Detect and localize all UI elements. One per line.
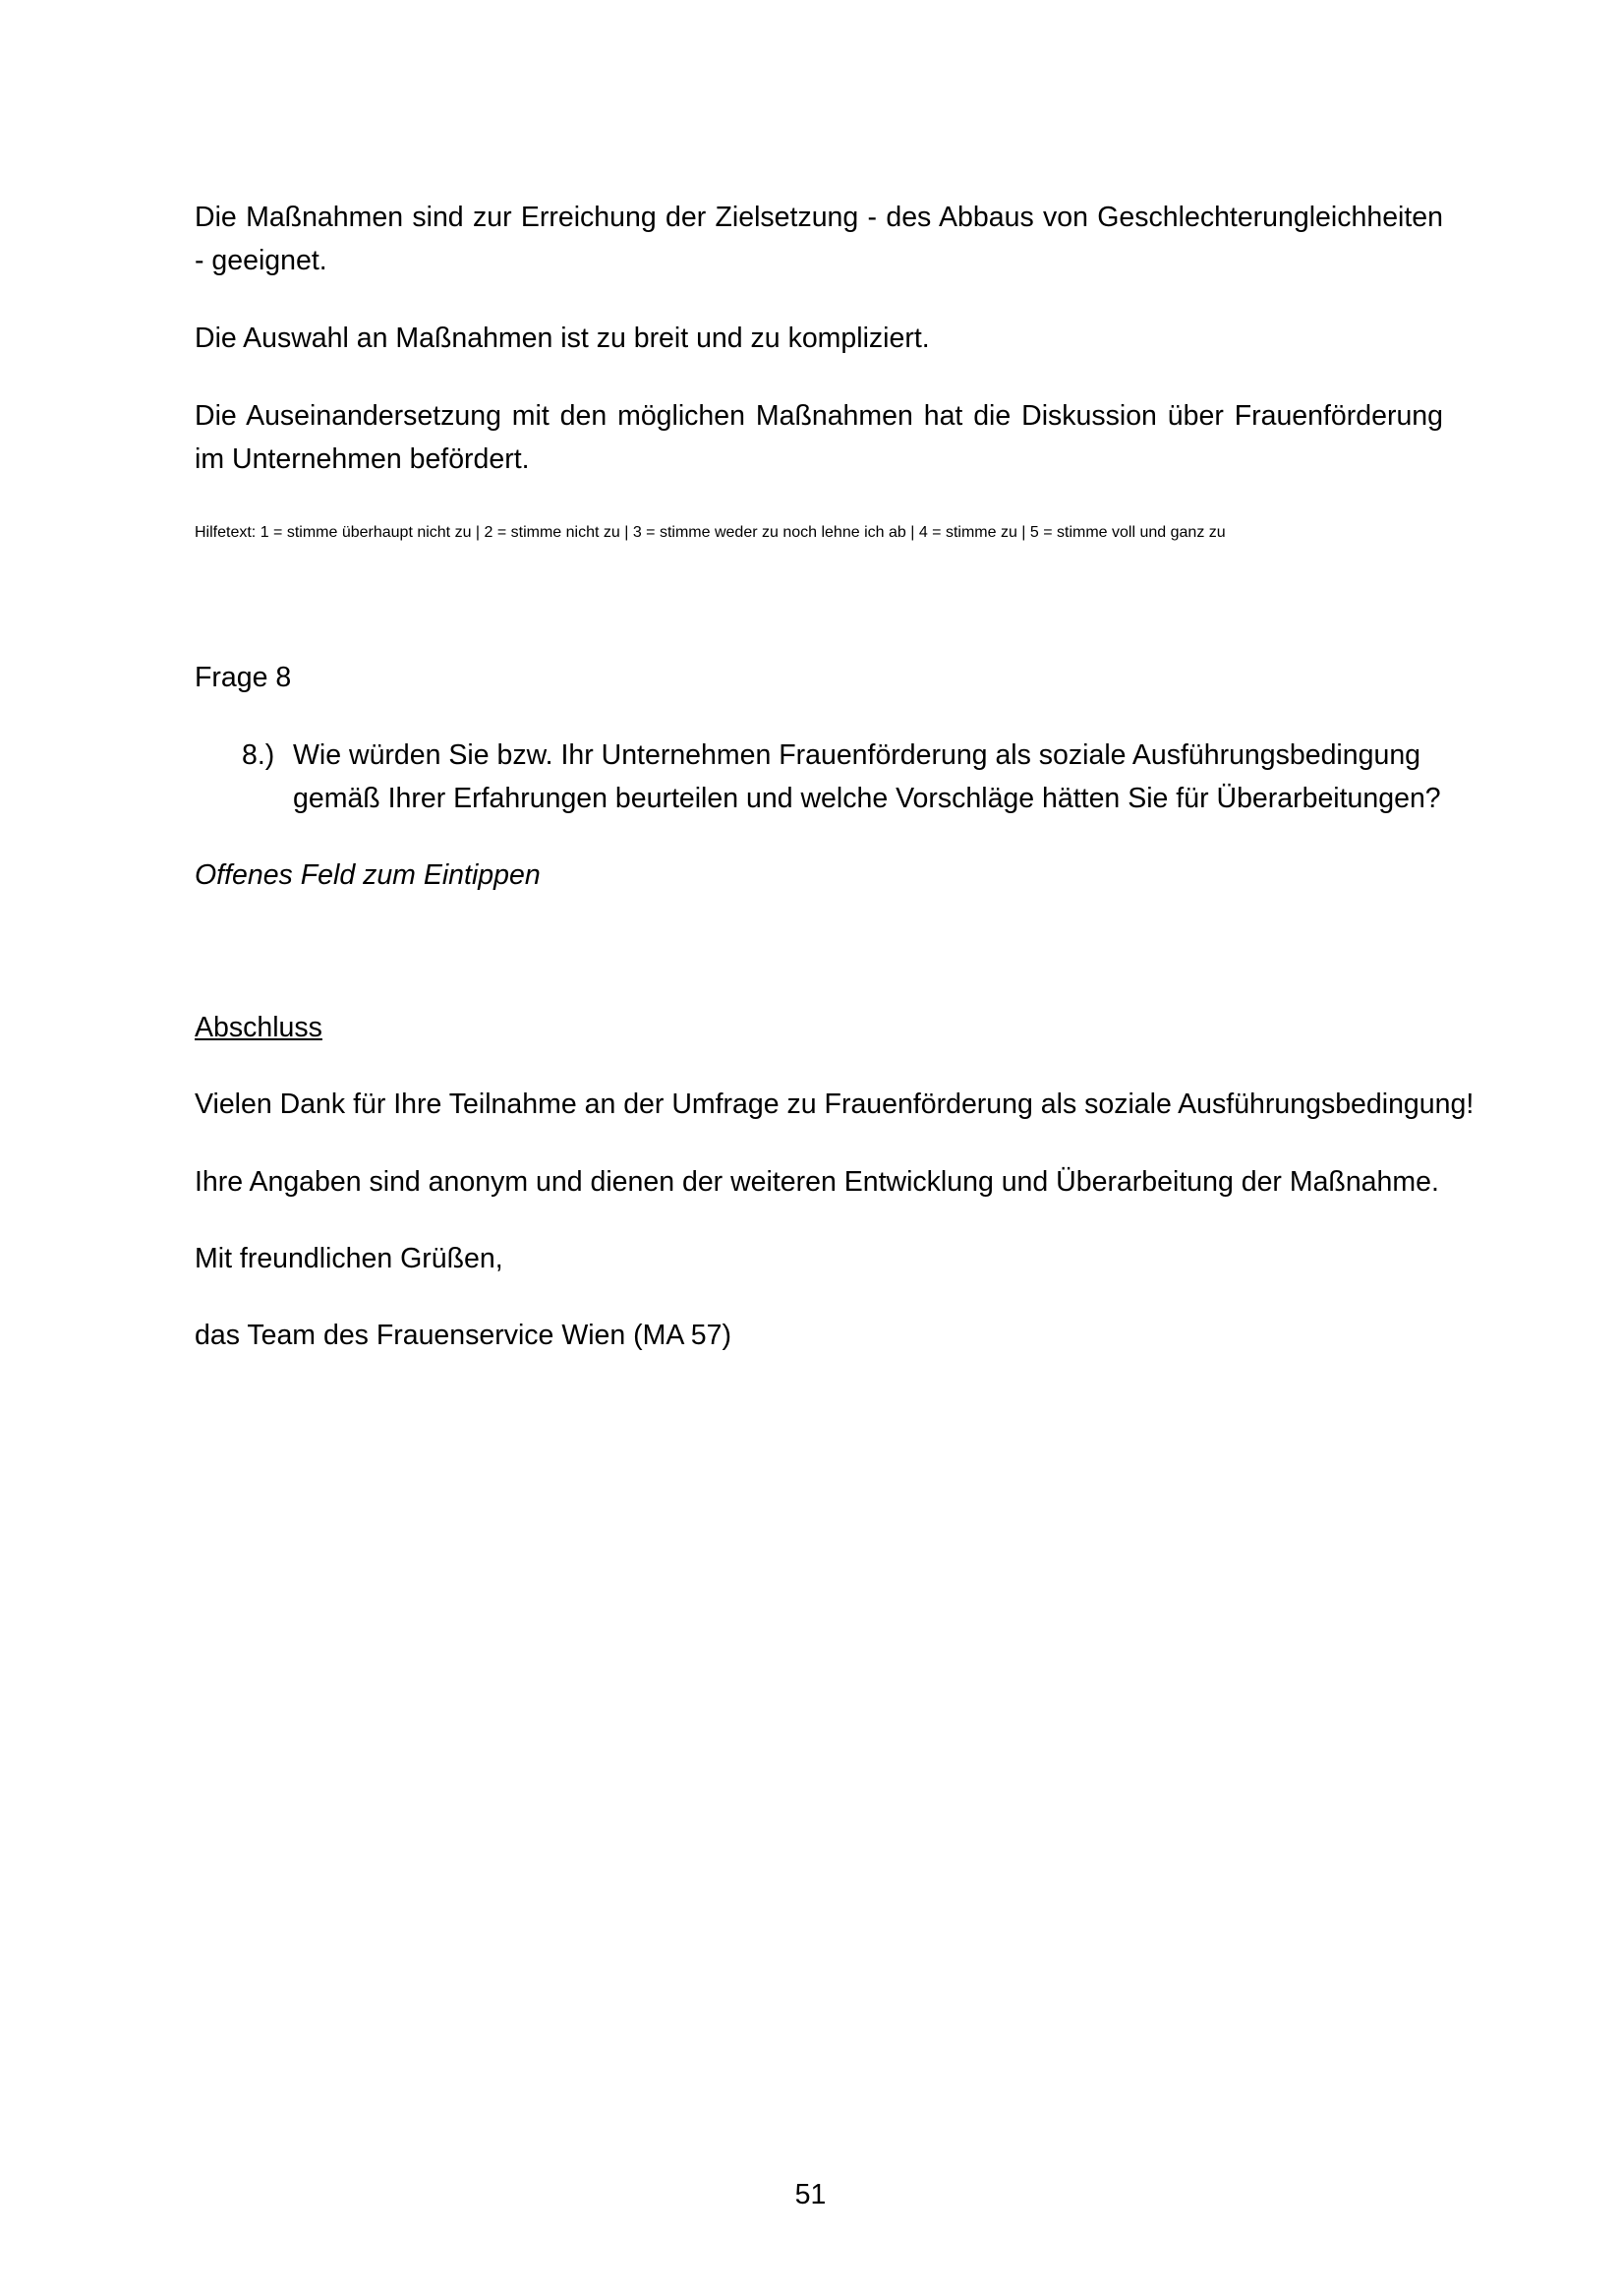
- question-text: Wie würden Sie bzw. Ihr Unternehmen Frauenförderung als soziale Ausführungsbedingung gemäß Ihrer Erfahrungen beurteilen und welche Vorschläge hätten Sie für Überarbeitungen?: [293, 739, 1441, 814]
- closing-anonymity: Ihre Angaben sind anonym und dienen der weiteren Entwicklung und Überarbeitung der Maßnahme.: [195, 1166, 1439, 1198]
- page-number: 51: [794, 2179, 827, 2210]
- closing-signature: das Team des Frauenservice Wien (MA 57): [195, 1320, 731, 1351]
- question-number: 8.): [242, 739, 275, 771]
- statement-discussion: Die Auseinandersetzung mit den möglichen Maßnahmen hat die Diskussion über Frauenförderung im Unternehmen befördert.: [195, 400, 1443, 475]
- closing-heading: Abschluss: [195, 1012, 322, 1043]
- question-heading: Frage 8: [195, 662, 292, 693]
- closing-thanks: Vielen Dank für Ihre Teilnahme an der Umfrage zu Frauenförderung als soziale Ausführungsbedingung!: [195, 1089, 1475, 1120]
- help-text: Hilfetext: 1 = stimme überhaupt nicht zu | 2 = stimme nicht zu | 3 = stimme weder zu noch lehne ich ab | 4 = stimme zu | 5 = stimme voll und ganz zu: [195, 524, 1226, 541]
- statement-complexity: Die Auswahl an Maßnahmen ist zu breit und zu kompliziert.: [195, 323, 930, 354]
- closing-greeting: Mit freundlichen Grüßen,: [195, 1243, 503, 1274]
- answer-field-hint: Offenes Feld zum Eintippen: [195, 859, 541, 891]
- question-item: [242, 734, 1441, 820]
- statement-suitability: Die Maßnahmen sind zur Erreichung der Zielsetzung - des Abbaus von Geschlechterungleichheiten - geeignet.: [195, 202, 1443, 276]
